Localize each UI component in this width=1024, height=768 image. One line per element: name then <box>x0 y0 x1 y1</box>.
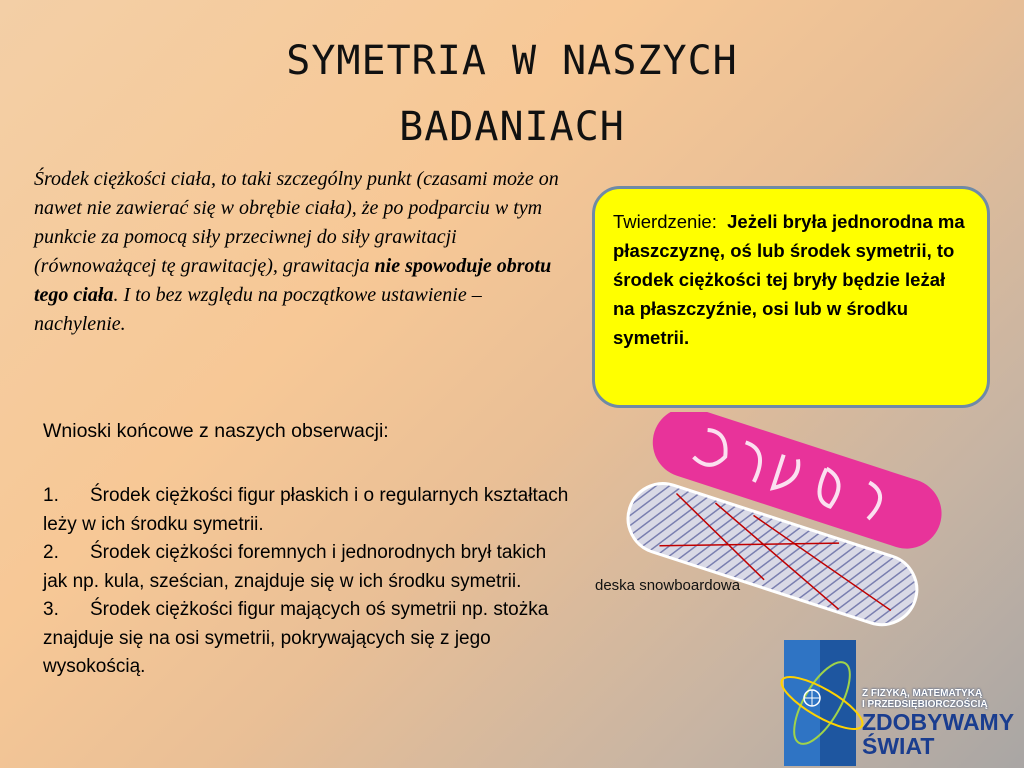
list-item <box>43 539 573 596</box>
intro-bold: nie spowoduje obrotu tego ciała <box>34 255 552 306</box>
logo-subtitle <box>862 688 1024 710</box>
list-item-text: Środek ciężkości figur płaskich i o regularnych kształtach leży w ich środku symetrii. <box>43 485 569 535</box>
logo-main-line-2: ŚWIAT <box>862 733 935 759</box>
image-caption: deska snowboardowa <box>595 577 741 594</box>
list-item <box>43 482 573 539</box>
theorem-label: Twierdzenie: <box>613 211 717 232</box>
title-line-1: SYMETRIA W NASZYCH <box>286 38 738 84</box>
logo-line-1: Z FIZYKĄ, MATEMATYKĄ <box>862 688 983 699</box>
list-item-number: 2. <box>43 542 59 563</box>
list-item-number: 3. <box>43 599 59 620</box>
list-item-text: Środek ciężkości foremnych i jednorodnych brył takich jak np. kula, sześcian, znajduje się w ich środku symetrii. <box>43 542 547 592</box>
list-item-text: Środek ciężkości figur mających oś symetrii np. stożka znajduje się na osi symetrii, pokrywających się z jego wysokością. <box>43 599 549 677</box>
list-item <box>43 596 573 682</box>
snowboard-image <box>608 412 948 662</box>
logo-title <box>862 710 1014 758</box>
intro-paragraph <box>34 165 574 339</box>
logo-main-line-1: ZDOBYWAMY <box>862 709 1015 735</box>
slide-title <box>150 28 874 160</box>
theorem-bubble <box>592 186 990 408</box>
title-line-2: BADANIACH <box>399 104 625 150</box>
intro-part-1: Środek ciężkości ciała, to taki szczególny punkt (czasami może on nawet nie zawierać się w obrębie ciała), że po podparciu w tym punkcie za pomocą siły przeciwnej do siły grawitacji (równoważącej tę grawitację), grawitacja <box>34 168 559 277</box>
logo-line-2: I PRZEDSIĘBIORCZOŚCIĄ <box>862 699 988 710</box>
list-item-number: 1. <box>43 485 59 506</box>
conclusions-heading: Wnioski końcowe z naszych obserwacji: <box>43 420 389 442</box>
conclusions-list <box>43 482 573 682</box>
intro-part-2: . I to bez względu na początkowe ustawienie – nachylenie. <box>34 284 482 335</box>
project-logo <box>772 628 872 768</box>
theorem-text: Jeżeli bryła jednorodna ma płaszczyznę, oś lub środek symetrii, to środek ciężkości tej bryły będzie leżał na płaszczyźnie, osi lub w środku symetrii. <box>613 211 965 348</box>
